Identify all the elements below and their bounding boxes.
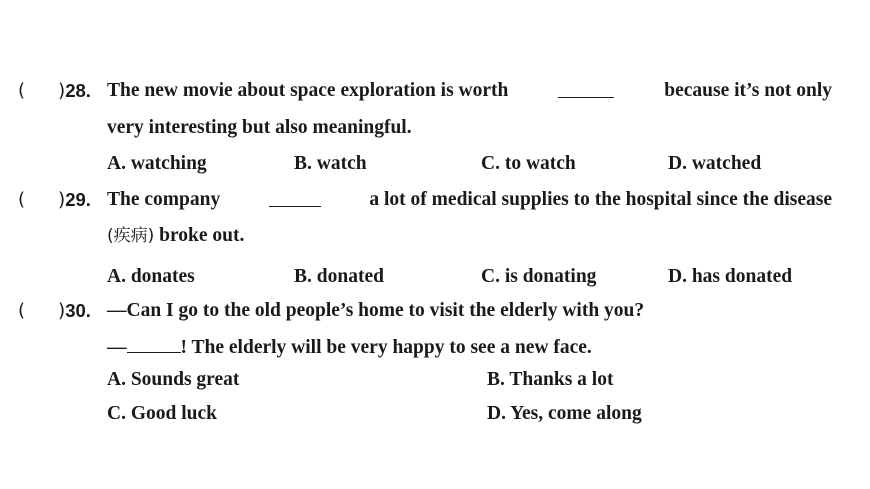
question-stem-line-1 [107,79,832,103]
option-a: A. Sounds great [107,369,240,390]
option-b: B. Thanks a lot [487,369,614,390]
option-d: D. watched [668,153,762,174]
stem-text: broke out. [159,225,245,246]
question-number: )30. [58,300,91,322]
answer-blank [269,188,321,207]
question-stem-line-2: very interesting but also meaningful. [107,117,412,138]
answer-bracket-open: ( [18,189,26,210]
answer-blank [127,334,181,353]
option-b: B. watch [294,153,367,174]
stem-text-after-blank: because it’s not only [664,80,832,101]
option-a: A. donates [107,266,195,287]
question-stem-line-1 [107,188,832,212]
option-b: B. donated [294,266,384,287]
question-number: )29. [58,189,91,211]
question-stem-line-1: —Can I go to the old people’s home to visit the elderly with you? [107,300,645,321]
stem-text-before-blank: The company [107,189,221,210]
question-stem-line-2 [107,334,592,360]
option-a: A. watching [107,153,207,174]
question-stem-line-2 [107,224,244,248]
option-c: C. to watch [481,153,576,174]
chinese-gloss: (疾病) [107,226,155,246]
answer-blank [558,79,614,98]
reply-dash: — [107,337,127,358]
stem-text-after-blank: ! The elderly will be very happy to see a new face. [180,337,592,358]
option-d: D. has donated [668,266,793,287]
option-c: C. Good luck [107,403,217,424]
option-c: C. is donating [481,266,597,287]
option-d: D. Yes, come along [487,403,642,424]
question-number: )28. [58,80,91,102]
stem-text-before-blank: The new movie about space exploration is worth [107,80,509,101]
stem-text-after-blank: a lot of medical supplies to the hospital since the disease [369,189,832,210]
answer-bracket-open: ( [18,80,26,101]
answer-bracket-open: ( [18,300,26,321]
